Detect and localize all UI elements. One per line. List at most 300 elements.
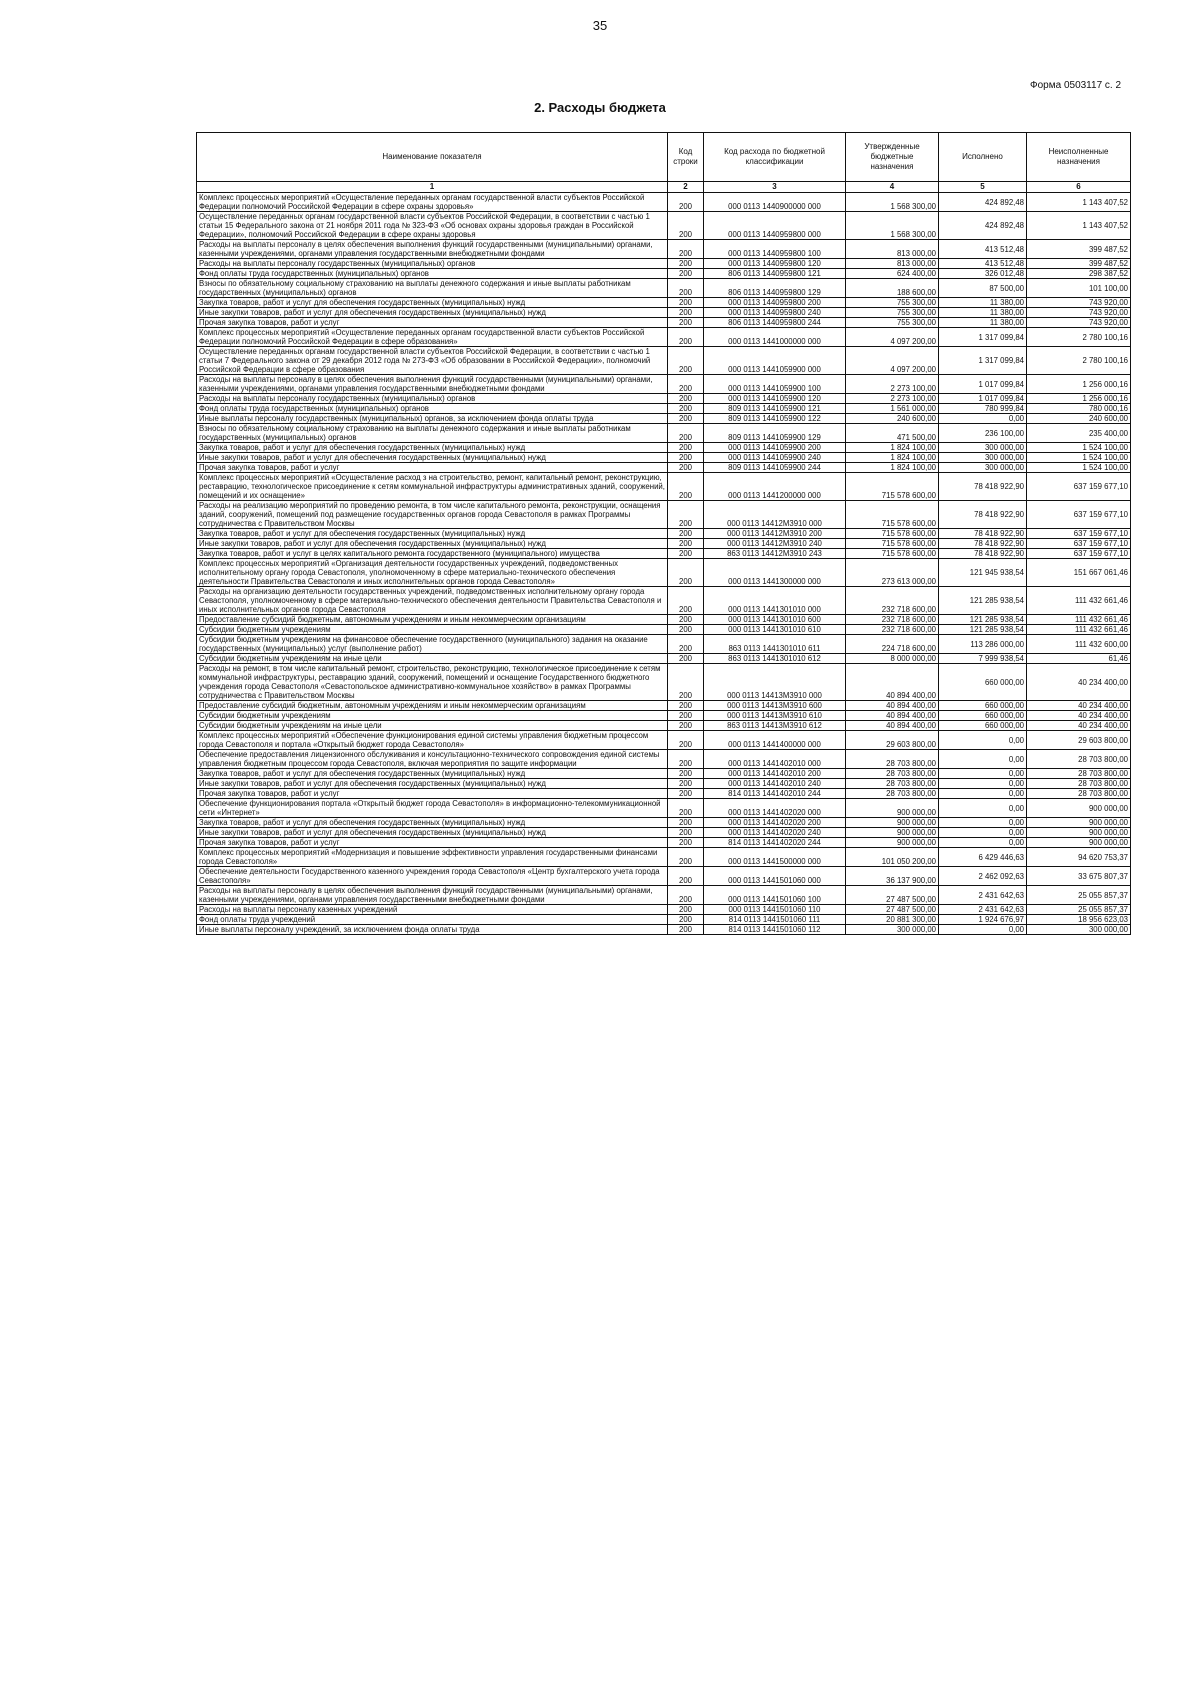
- row-executed-cell: 300 000,00: [939, 453, 1027, 463]
- row-name-cell: Иные закупки товаров, работ и услуг для обеспечения государственных (муниципальных) нужд: [197, 779, 668, 789]
- row-unexecuted-cell: 111 432 661,46: [1027, 615, 1131, 625]
- row-unexecuted-cell: 300 000,00: [1027, 925, 1131, 935]
- row-approved-cell: 900 000,00: [846, 838, 939, 848]
- row-approved-cell: 232 718 600,00: [846, 615, 939, 625]
- row-budget-code-cell: 000 0113 1441402010 200: [704, 769, 846, 779]
- row-executed-cell: 413 512,48: [939, 259, 1027, 269]
- row-budget-code-cell: 000 0113 1441402020 200: [704, 818, 846, 828]
- row-budget-code-cell: 000 0113 1441301010 600: [704, 615, 846, 625]
- row-budget-code-cell: 814 0113 1441402010 244: [704, 789, 846, 799]
- row-line-code-cell: 200: [668, 259, 704, 269]
- table-row: [197, 905, 1131, 915]
- row-line-code-cell: 200: [668, 404, 704, 414]
- row-name-cell: Фонд оплаты труда государственных (муниципальных) органов: [197, 404, 668, 414]
- row-budget-code-cell: 000 0113 1441301010 610: [704, 625, 846, 635]
- row-name-cell: Субсидии бюджетным учреждениям на иные цели: [197, 721, 668, 731]
- row-approved-cell: 28 703 800,00: [846, 750, 939, 769]
- row-executed-cell: 0,00: [939, 731, 1027, 750]
- row-name-cell: Комплекс процессных мероприятий «Осуществление переданных органам государственной власти субъектов Российской Федерации полномочий Российской Федерации в сфере охраны здоровья»: [197, 193, 668, 212]
- row-line-code-cell: 200: [668, 635, 704, 654]
- row-unexecuted-cell: 399 487,52: [1027, 240, 1131, 259]
- row-executed-cell: 78 418 922,90: [939, 539, 1027, 549]
- row-executed-cell: 300 000,00: [939, 463, 1027, 473]
- row-name-cell: Прочая закупка товаров, работ и услуг: [197, 318, 668, 328]
- row-approved-cell: 240 600,00: [846, 414, 939, 424]
- row-name-cell: Субсидии бюджетным учреждениям на финансовое обеспечение государственного (муниципального) задания на оказание государственных (муниципальных) услуг (выполнение работ): [197, 635, 668, 654]
- row-approved-cell: 273 613 000,00: [846, 559, 939, 587]
- row-approved-cell: 1 568 300,00: [846, 212, 939, 240]
- row-executed-cell: 0,00: [939, 769, 1027, 779]
- table-row: [197, 828, 1131, 838]
- table-row: [197, 721, 1131, 731]
- row-budget-code-cell: 000 0113 1441402010 240: [704, 779, 846, 789]
- row-approved-cell: 755 300,00: [846, 318, 939, 328]
- form-label: Форма 0503117 с. 2: [1030, 80, 1122, 91]
- row-line-code-cell: 200: [668, 347, 704, 375]
- row-name-cell: Расходы на ремонт, в том числе капитальный ремонт, строительство, реконструкцию, технологическое присоединение к сетям коммунальной инфраструктуры, реставрацию зданий, сооружений, помещений и оснащение Государственного бюджетного учреждения города Севастополя «Севастопольское административно-коммунальное хозяйство» в рамках Программы сотрудничества с Правительством Москвы: [197, 664, 668, 701]
- table-row: [197, 587, 1131, 615]
- row-budget-code-cell: 000 0113 1441059900 200: [704, 443, 846, 453]
- row-unexecuted-cell: 1 524 100,00: [1027, 453, 1131, 463]
- row-line-code-cell: 200: [668, 750, 704, 769]
- table-row: [197, 318, 1131, 328]
- row-budget-code-cell: 809 0113 1441059900 121: [704, 404, 846, 414]
- row-unexecuted-cell: 28 703 800,00: [1027, 769, 1131, 779]
- row-unexecuted-cell: 18 956 623,03: [1027, 915, 1131, 925]
- row-executed-cell: 78 418 922,90: [939, 501, 1027, 529]
- row-unexecuted-cell: 28 703 800,00: [1027, 779, 1131, 789]
- row-executed-cell: 11 380,00: [939, 308, 1027, 318]
- row-approved-cell: 813 000,00: [846, 259, 939, 269]
- row-executed-cell: 11 380,00: [939, 318, 1027, 328]
- row-unexecuted-cell: 28 703 800,00: [1027, 789, 1131, 799]
- row-unexecuted-cell: 40 234 400,00: [1027, 664, 1131, 701]
- row-unexecuted-cell: 637 159 677,10: [1027, 549, 1131, 559]
- row-line-code-cell: 200: [668, 905, 704, 915]
- row-unexecuted-cell: 111 432 661,46: [1027, 625, 1131, 635]
- row-budget-code-cell: 000 0113 1441301010 000: [704, 587, 846, 615]
- row-unexecuted-cell: 101 100,00: [1027, 279, 1131, 298]
- row-approved-cell: 1 561 000,00: [846, 404, 939, 414]
- row-line-code-cell: 200: [668, 328, 704, 347]
- table-row: [197, 308, 1131, 318]
- row-executed-cell: 113 286 000,00: [939, 635, 1027, 654]
- row-executed-cell: 1 924 676,97: [939, 915, 1027, 925]
- row-budget-code-cell: 000 0113 1441501060 000: [704, 867, 846, 886]
- row-executed-cell: 7 999 938,54: [939, 654, 1027, 664]
- row-name-cell: Комплекс процессных мероприятий «Осуществление переданных органам государственной власти субъектов Российской Федерации полномочий Российской Федерации в сфере образования»: [197, 328, 668, 347]
- row-executed-cell: 0,00: [939, 799, 1027, 818]
- row-approved-cell: 1 568 300,00: [846, 193, 939, 212]
- row-unexecuted-cell: 1 256 000,16: [1027, 394, 1131, 404]
- row-budget-code-cell: 000 0113 1441059900 000: [704, 347, 846, 375]
- row-budget-code-cell: 809 0113 1441059900 122: [704, 414, 846, 424]
- row-approved-cell: 715 578 600,00: [846, 529, 939, 539]
- row-executed-cell: 660 000,00: [939, 711, 1027, 721]
- row-unexecuted-cell: 1 256 000,16: [1027, 375, 1131, 394]
- row-name-cell: Закупка товаров, работ и услуг для обеспечения государственных (муниципальных) нужд: [197, 769, 668, 779]
- row-name-cell: Предоставление субсидий бюджетным, автономным учреждениям и иным некоммерческим организациям: [197, 701, 668, 711]
- row-name-cell: Иные выплаты персоналу учреждений, за исключением фонда оплаты труда: [197, 925, 668, 935]
- row-name-cell: Обеспечение функционирования портала «Открытый бюджет города Севастополя» в информационно-телекоммуникационной сети «Интернет»: [197, 799, 668, 818]
- row-line-code-cell: 200: [668, 867, 704, 886]
- row-executed-cell: 11 380,00: [939, 298, 1027, 308]
- row-line-code-cell: 200: [668, 925, 704, 935]
- row-unexecuted-cell: 637 159 677,10: [1027, 529, 1131, 539]
- row-budget-code-cell: 000 0113 1441000000 000: [704, 328, 846, 347]
- row-unexecuted-cell: 33 675 807,37: [1027, 867, 1131, 886]
- row-line-code-cell: 200: [668, 818, 704, 828]
- row-budget-code-cell: 863 0113 1441301010 611: [704, 635, 846, 654]
- row-unexecuted-cell: 637 159 677,10: [1027, 539, 1131, 549]
- row-executed-cell: 1 317 099,84: [939, 347, 1027, 375]
- row-approved-cell: 715 578 600,00: [846, 473, 939, 501]
- row-line-code-cell: 200: [668, 298, 704, 308]
- row-line-code-cell: 200: [668, 731, 704, 750]
- row-executed-cell: 424 892,48: [939, 212, 1027, 240]
- row-unexecuted-cell: 900 000,00: [1027, 818, 1131, 828]
- row-line-code-cell: 200: [668, 789, 704, 799]
- row-approved-cell: 188 600,00: [846, 279, 939, 298]
- row-unexecuted-cell: 94 620 753,37: [1027, 848, 1131, 867]
- row-budget-code-cell: 806 0113 1440959800 244: [704, 318, 846, 328]
- table-row: [197, 769, 1131, 779]
- row-approved-cell: 232 718 600,00: [846, 587, 939, 615]
- row-line-code-cell: 200: [668, 587, 704, 615]
- row-budget-code-cell: 000 0113 1441402020 240: [704, 828, 846, 838]
- row-name-cell: Расходы на организацию деятельности государственных учреждений, подведомственных исполнительному органу города Севастополя, уполномоченному в сфере материально-технического обеспечения деятельности Правительства Севастополя и иных исполнительных органов города Севастополя: [197, 587, 668, 615]
- row-name-cell: Комплекс процессных мероприятий «Организация деятельности государственных учреждений, подведомственных исполнительному органу города Севастополя, уполномоченному в сфере материально-технического обеспечения деятельности Правительства Севастополя и иных исполнительных органов города Севастополя»: [197, 559, 668, 587]
- row-approved-cell: 900 000,00: [846, 828, 939, 838]
- row-executed-cell: 2 462 092,63: [939, 867, 1027, 886]
- row-line-code-cell: 200: [668, 539, 704, 549]
- row-budget-code-cell: 000 0113 1441501060 100: [704, 886, 846, 905]
- row-line-code-cell: 200: [668, 664, 704, 701]
- row-approved-cell: 101 050 200,00: [846, 848, 939, 867]
- table-row: [197, 259, 1131, 269]
- row-line-code-cell: 200: [668, 559, 704, 587]
- row-line-code-cell: 200: [668, 549, 704, 559]
- row-unexecuted-cell: 2 780 100,16: [1027, 328, 1131, 347]
- table-row: [197, 838, 1131, 848]
- table-row: [197, 701, 1131, 711]
- row-budget-code-cell: 000 0113 14413М3910 600: [704, 701, 846, 711]
- row-name-cell: Комплекс процессных мероприятий «Модернизация и повышение эффективности управления государственными финансами города Севастополя»: [197, 848, 668, 867]
- table-row: [197, 867, 1131, 886]
- row-approved-cell: 1 824 100,00: [846, 463, 939, 473]
- column-number: 3: [704, 182, 846, 193]
- row-line-code-cell: 200: [668, 779, 704, 789]
- row-budget-code-cell: 863 0113 14412М3910 243: [704, 549, 846, 559]
- row-budget-code-cell: 809 0113 1441059900 129: [704, 424, 846, 443]
- column-header-name: Наименование показателя: [197, 133, 668, 182]
- row-budget-code-cell: 806 0113 1440959800 121: [704, 269, 846, 279]
- row-line-code-cell: 200: [668, 915, 704, 925]
- row-name-cell: Расходы на выплаты персоналу государственных (муниципальных) органов: [197, 259, 668, 269]
- row-name-cell: Расходы на выплаты персоналу государственных (муниципальных) органов: [197, 394, 668, 404]
- row-budget-code-cell: 000 0113 1440959800 240: [704, 308, 846, 318]
- row-line-code-cell: 200: [668, 240, 704, 259]
- row-executed-cell: 1 017 099,84: [939, 394, 1027, 404]
- row-unexecuted-cell: 240 600,00: [1027, 414, 1131, 424]
- table-row: [197, 424, 1131, 443]
- row-approved-cell: 40 894 400,00: [846, 711, 939, 721]
- row-executed-cell: 0,00: [939, 789, 1027, 799]
- column-number: 6: [1027, 182, 1131, 193]
- table-row: [197, 615, 1131, 625]
- row-approved-cell: 471 500,00: [846, 424, 939, 443]
- table-row: [197, 711, 1131, 721]
- row-line-code-cell: 200: [668, 625, 704, 635]
- row-line-code-cell: 200: [668, 501, 704, 529]
- row-budget-code-cell: 000 0113 1441200000 000: [704, 473, 846, 501]
- row-approved-cell: 624 400,00: [846, 269, 939, 279]
- row-approved-cell: 4 097 200,00: [846, 347, 939, 375]
- row-name-cell: Взносы по обязательному социальному страхованию на выплаты денежного содержания и иные выплаты работникам государственных (муниципальных) органов: [197, 279, 668, 298]
- row-line-code-cell: 200: [668, 654, 704, 664]
- row-executed-cell: 326 012,48: [939, 269, 1027, 279]
- row-approved-cell: 8 000 000,00: [846, 654, 939, 664]
- row-name-cell: Иные закупки товаров, работ и услуг для обеспечения государственных (муниципальных) нужд: [197, 308, 668, 318]
- row-line-code-cell: 200: [668, 269, 704, 279]
- row-unexecuted-cell: 1 143 407,52: [1027, 193, 1131, 212]
- row-approved-cell: 36 137 900,00: [846, 867, 939, 886]
- table-row: [197, 654, 1131, 664]
- row-approved-cell: 27 487 500,00: [846, 886, 939, 905]
- row-approved-cell: 715 578 600,00: [846, 549, 939, 559]
- row-name-cell: Субсидии бюджетным учреждениям на иные цели: [197, 654, 668, 664]
- row-executed-cell: 1 317 099,84: [939, 328, 1027, 347]
- table-row: [197, 529, 1131, 539]
- table-row: [197, 915, 1131, 925]
- row-approved-cell: 900 000,00: [846, 799, 939, 818]
- row-name-cell: Иные выплаты персоналу государственных (муниципальных) органов, за исключением фонда оплаты труда: [197, 414, 668, 424]
- table-row: [197, 347, 1131, 375]
- row-name-cell: Расходы на выплаты персоналу в целях обеспечения выполнения функций государственными (муниципальными) органами, казенными учреждениями, органами управления государственными внебюджетными фондами: [197, 375, 668, 394]
- row-budget-code-cell: 000 0113 1441400000 000: [704, 731, 846, 750]
- row-name-cell: Комплекс процессных мероприятий «Обеспечение функционирования единой системы управления бюджетным процессом города Севастополя и портала «Открытый бюджет города Севастополя»: [197, 731, 668, 750]
- row-approved-cell: 40 894 400,00: [846, 721, 939, 731]
- table-row: [197, 279, 1131, 298]
- row-approved-cell: 28 703 800,00: [846, 769, 939, 779]
- column-header-code: Код расхода по бюджетной классификации: [704, 133, 846, 182]
- row-line-code-cell: 200: [668, 212, 704, 240]
- row-budget-code-cell: 000 0113 14412М3910 240: [704, 539, 846, 549]
- row-name-cell: Прочая закупка товаров, работ и услуг: [197, 838, 668, 848]
- table-row: [197, 549, 1131, 559]
- row-executed-cell: 2 431 642,63: [939, 886, 1027, 905]
- table-row: [197, 298, 1131, 308]
- column-number: 4: [846, 182, 939, 193]
- row-name-cell: Обеспечение деятельности Государственного казенного учреждения города Севастополя «Центр бухгалтерского учета города Севастополя»: [197, 867, 668, 886]
- column-number: 2: [668, 182, 704, 193]
- row-approved-cell: 1 824 100,00: [846, 453, 939, 463]
- table-row: [197, 848, 1131, 867]
- row-line-code-cell: 200: [668, 375, 704, 394]
- row-line-code-cell: 200: [668, 473, 704, 501]
- row-budget-code-cell: 814 0113 1441501060 112: [704, 925, 846, 935]
- row-approved-cell: 27 487 500,00: [846, 905, 939, 915]
- row-budget-code-cell: 000 0113 1441402010 000: [704, 750, 846, 769]
- row-name-cell: Закупка товаров, работ и услуг для обеспечения государственных (муниципальных) нужд: [197, 818, 668, 828]
- page-number: 35: [592, 18, 608, 33]
- table-row: [197, 635, 1131, 654]
- row-name-cell: Иные закупки товаров, работ и услуг для обеспечения государственных (муниципальных) нужд: [197, 828, 668, 838]
- row-budget-code-cell: 000 0113 1440959800 100: [704, 240, 846, 259]
- row-executed-cell: 300 000,00: [939, 443, 1027, 453]
- table-row: [197, 193, 1131, 212]
- row-executed-cell: 0,00: [939, 828, 1027, 838]
- row-unexecuted-cell: 743 920,00: [1027, 308, 1131, 318]
- row-budget-code-cell: 000 0113 14412М3910 000: [704, 501, 846, 529]
- row-approved-cell: 40 894 400,00: [846, 664, 939, 701]
- row-approved-cell: 813 000,00: [846, 240, 939, 259]
- row-budget-code-cell: 000 0113 1441059900 100: [704, 375, 846, 394]
- row-unexecuted-cell: 637 159 677,10: [1027, 473, 1131, 501]
- row-line-code-cell: 200: [668, 721, 704, 731]
- column-header-executed: Исполнено: [939, 133, 1027, 182]
- row-line-code-cell: 200: [668, 799, 704, 818]
- row-executed-cell: 78 418 922,90: [939, 549, 1027, 559]
- row-line-code-cell: 200: [668, 424, 704, 443]
- row-executed-cell: 78 418 922,90: [939, 529, 1027, 539]
- row-name-cell: Расходы на выплаты персоналу в целях обеспечения выполнения функций государственными (муниципальными) органами, казенными учреждениями, органами управления государственными внебюджетными фондами: [197, 240, 668, 259]
- row-approved-cell: 20 881 300,00: [846, 915, 939, 925]
- row-budget-code-cell: 000 0113 1440900000 000: [704, 193, 846, 212]
- row-unexecuted-cell: 111 432 661,46: [1027, 587, 1131, 615]
- row-budget-code-cell: 000 0113 1441500000 000: [704, 848, 846, 867]
- row-budget-code-cell: 863 0113 14413М3910 612: [704, 721, 846, 731]
- table-row: [197, 375, 1131, 394]
- row-executed-cell: 0,00: [939, 925, 1027, 935]
- row-budget-code-cell: 000 0113 14413М3910 610: [704, 711, 846, 721]
- row-unexecuted-cell: 637 159 677,10: [1027, 501, 1131, 529]
- row-unexecuted-cell: 1 524 100,00: [1027, 443, 1131, 453]
- row-approved-cell: 232 718 600,00: [846, 625, 939, 635]
- row-unexecuted-cell: 25 055 857,37: [1027, 905, 1131, 915]
- table-row: [197, 212, 1131, 240]
- row-unexecuted-cell: 298 387,52: [1027, 269, 1131, 279]
- table-body: [197, 193, 1131, 935]
- row-name-cell: Обеспечение предоставления лицензионного обслуживания и консультационно-технического сопровождения единой системы управления бюджетным процессом города Севастополя, включая мероприятия по защите информации: [197, 750, 668, 769]
- row-executed-cell: 660 000,00: [939, 721, 1027, 731]
- row-name-cell: Осуществление переданных органам государственной власти субъектов Российской Федерации, в соответствии с частью 1 статьи 7 Федерального закона от 29 декабря 2012 года № 273-ФЗ «Об образовании в Российской Федерации», полномочий Российской Федерации в сфере образования: [197, 347, 668, 375]
- table-row: [197, 925, 1131, 935]
- row-unexecuted-cell: 28 703 800,00: [1027, 750, 1131, 769]
- row-budget-code-cell: 000 0113 14413М3910 000: [704, 664, 846, 701]
- row-unexecuted-cell: 40 234 400,00: [1027, 701, 1131, 711]
- table-row: [197, 559, 1131, 587]
- row-line-code-cell: 200: [668, 453, 704, 463]
- table-row: [197, 664, 1131, 701]
- table-row: [197, 818, 1131, 828]
- table-row: [197, 463, 1131, 473]
- row-approved-cell: 40 894 400,00: [846, 701, 939, 711]
- row-name-cell: Прочая закупка товаров, работ и услуг: [197, 463, 668, 473]
- table-row: [197, 240, 1131, 259]
- table-row: [197, 886, 1131, 905]
- row-budget-code-cell: 000 0113 1440959800 120: [704, 259, 846, 269]
- row-executed-cell: 87 500,00: [939, 279, 1027, 298]
- row-unexecuted-cell: 900 000,00: [1027, 838, 1131, 848]
- row-approved-cell: 28 703 800,00: [846, 779, 939, 789]
- row-unexecuted-cell: 29 603 800,00: [1027, 731, 1131, 750]
- row-unexecuted-cell: 780 000,16: [1027, 404, 1131, 414]
- table-row: [197, 539, 1131, 549]
- row-approved-cell: 715 578 600,00: [846, 501, 939, 529]
- row-unexecuted-cell: 111 432 600,00: [1027, 635, 1131, 654]
- row-executed-cell: 1 017 099,84: [939, 375, 1027, 394]
- table-row: [197, 453, 1131, 463]
- row-line-code-cell: 200: [668, 769, 704, 779]
- row-unexecuted-cell: 399 487,52: [1027, 259, 1131, 269]
- row-executed-cell: 236 100,00: [939, 424, 1027, 443]
- row-budget-code-cell: 000 0113 1441402020 000: [704, 799, 846, 818]
- row-executed-cell: 0,00: [939, 779, 1027, 789]
- row-name-cell: Закупка товаров, работ и услуг для обеспечения государственных (муниципальных) нужд: [197, 529, 668, 539]
- row-name-cell: Расходы на выплаты персоналу в целях обеспечения выполнения функций государственными (муниципальными) органами, казенными учреждениями, органами управления государственными внебюджетными фондами: [197, 886, 668, 905]
- row-executed-cell: 121 945 938,54: [939, 559, 1027, 587]
- row-approved-cell: 900 000,00: [846, 818, 939, 828]
- table-row: [197, 750, 1131, 769]
- row-executed-cell: 424 892,48: [939, 193, 1027, 212]
- row-budget-code-cell: 000 0113 1441059900 120: [704, 394, 846, 404]
- row-line-code-cell: 200: [668, 414, 704, 424]
- row-unexecuted-cell: 25 055 857,37: [1027, 886, 1131, 905]
- row-budget-code-cell: 863 0113 1441301010 612: [704, 654, 846, 664]
- row-executed-cell: 780 999,84: [939, 404, 1027, 414]
- column-number: 1: [197, 182, 668, 193]
- table-row: [197, 779, 1131, 789]
- row-executed-cell: 413 512,48: [939, 240, 1027, 259]
- row-name-cell: Иные закупки товаров, работ и услуг для обеспечения государственных (муниципальных) нужд: [197, 453, 668, 463]
- row-budget-code-cell: 814 0113 1441402020 244: [704, 838, 846, 848]
- row-approved-cell: 29 603 800,00: [846, 731, 939, 750]
- row-name-cell: Иные закупки товаров, работ и услуг для обеспечения государственных (муниципальных) нужд: [197, 539, 668, 549]
- row-line-code-cell: 200: [668, 701, 704, 711]
- row-approved-cell: 4 097 200,00: [846, 328, 939, 347]
- row-approved-cell: 28 703 800,00: [846, 789, 939, 799]
- table-row: [197, 789, 1131, 799]
- row-unexecuted-cell: 235 400,00: [1027, 424, 1131, 443]
- row-executed-cell: 78 418 922,90: [939, 473, 1027, 501]
- row-name-cell: Фонд оплаты труда учреждений: [197, 915, 668, 925]
- header-row: [197, 133, 1131, 182]
- row-name-cell: Комплекс процессных мероприятий «Осуществление расход з на строительство, ремонт, капитальный ремонт, реконструкцию, реставрацию, технологическое присоединение к сетям коммунальной инфраструктуры административных зданий, сооружений, помещений и их оснащение»: [197, 473, 668, 501]
- row-budget-code-cell: 000 0113 1441059900 240: [704, 453, 846, 463]
- row-executed-cell: 660 000,00: [939, 701, 1027, 711]
- row-line-code-cell: 200: [668, 886, 704, 905]
- column-header-unexecuted: Неисполненные назначения: [1027, 133, 1131, 182]
- row-unexecuted-cell: 40 234 400,00: [1027, 711, 1131, 721]
- row-unexecuted-cell: 40 234 400,00: [1027, 721, 1131, 731]
- table-row: [197, 625, 1131, 635]
- row-approved-cell: 715 578 600,00: [846, 539, 939, 549]
- row-line-code-cell: 200: [668, 848, 704, 867]
- row-name-cell: Осуществление переданных органам государственной власти субъектов Российской Федерации, в соответствии с частью 1 статьи 15 Федерального закона от 21 ноября 2011 года № 323-ФЗ «Об основах охраны здоровья граждан в Российской Федерации», полномочий Российской Федерации в сфере охраны здоровья: [197, 212, 668, 240]
- row-line-code-cell: 200: [668, 711, 704, 721]
- row-line-code-cell: 200: [668, 838, 704, 848]
- column-header-approved: Утвержденные бюджетные назначения: [846, 133, 939, 182]
- row-name-cell: Закупка товаров, работ и услуг для обеспечения государственных (муниципальных) нужд: [197, 298, 668, 308]
- row-budget-code-cell: 000 0113 1440959800 000: [704, 212, 846, 240]
- row-budget-code-cell: 814 0113 1441501060 111: [704, 915, 846, 925]
- row-budget-code-cell: 809 0113 1441059900 244: [704, 463, 846, 473]
- row-approved-cell: 2 273 100,00: [846, 375, 939, 394]
- table-row: [197, 328, 1131, 347]
- row-executed-cell: 0,00: [939, 818, 1027, 828]
- row-name-cell: Расходы на выплаты персоналу казенных учреждений: [197, 905, 668, 915]
